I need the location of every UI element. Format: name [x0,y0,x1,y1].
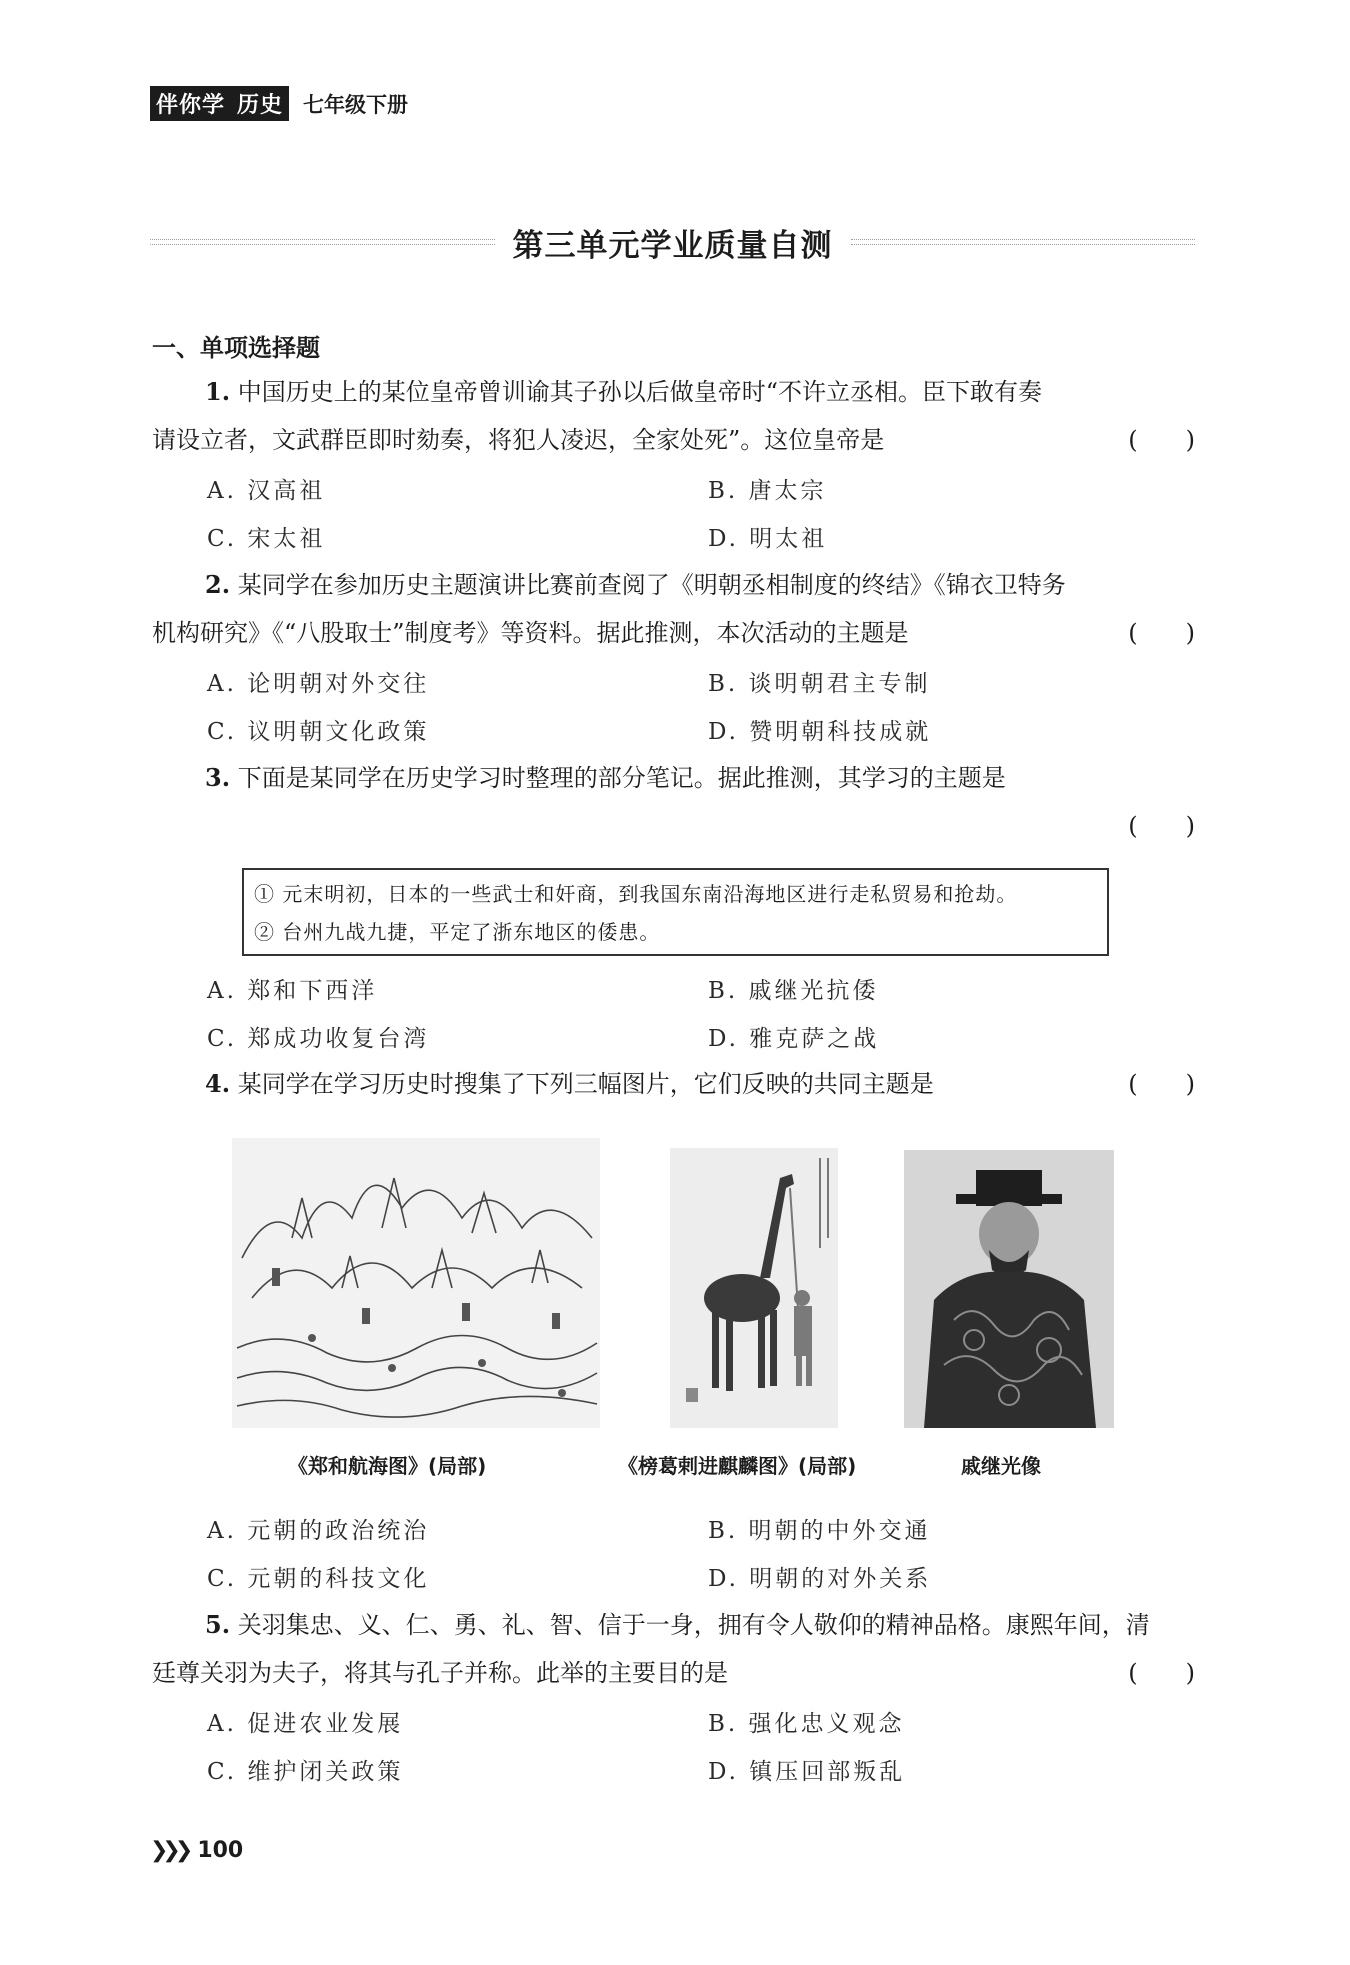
giraffe-painting-image [670,1148,838,1428]
question-text: 中国历史上的某位皇帝曾训谕其子孙以后做皇帝时“不许立丞相。臣下敢有奏 [237,378,1042,406]
note-1: ① 元末明初，日本的一些武士和奸商，到我国东南沿海地区进行走私贸易和抢劫。 [254,882,1018,906]
question-5 [152,1601,1195,1697]
unit-title-row [150,218,1195,266]
question-text: 下面是某同学在历史学习时整理的部分笔记。据此推测，其学习的主题是 [237,764,1006,792]
option-c[interactable]: C. 宋太祖 [207,526,326,552]
qi-jiguang-portrait-image [904,1150,1114,1428]
option-a[interactable]: A. 论明朝对外交往 [207,671,430,697]
option-c[interactable]: C. 郑成功收复台湾 [207,1026,430,1052]
option-d[interactable]: D. 明朝的对外关系 [708,1566,932,1592]
question-number: 1. [205,377,231,406]
section-title: 一、单项选择题 [152,334,320,362]
series-name: 伴你学 [156,93,226,118]
zheng-he-map-image [232,1138,600,1428]
answer-blank[interactable]: ( ) [1128,1659,1195,1687]
question-2 [152,561,1195,657]
title-rule-right [851,239,1196,245]
series-badge [150,86,289,121]
notes-box [242,868,1109,956]
page-footer [150,1838,243,1863]
question-number: 3. [205,763,231,792]
option-d[interactable]: D. 雅克萨之战 [708,1026,880,1052]
note-2: ② 台州九战九捷，平定了浙东地区的倭患。 [254,920,661,944]
page-number: 100 [197,1838,244,1863]
option-c[interactable]: C. 维护闭关政策 [207,1759,404,1785]
question-text: 某同学在参加历史主题演讲比赛前查阅了《明朝丞相制度的终结》《锦衣卫特务 [237,571,1066,599]
question-number: 5. [205,1610,231,1639]
image-caption-3: 戚继光像 [961,1454,1041,1478]
option-b[interactable]: B. 唐太宗 [708,478,827,504]
title-rule-left [150,239,495,245]
question-text: 请设立者，文武群臣即时劾奏，将犯人凌迟，全家处死”。这位皇帝是 [152,426,885,454]
option-b[interactable]: B. 明朝的中外交通 [708,1518,931,1544]
option-d[interactable]: D. 赞明朝科技成就 [708,719,932,745]
question-text: 关羽集忠、义、仁、勇、礼、智、信于一身，拥有令人敬仰的精神品格。康熙年间，清 [237,1611,1150,1639]
answer-blank[interactable]: ( ) [1128,1070,1195,1098]
option-b[interactable]: B. 戚继光抗倭 [708,978,879,1004]
image-caption-1: 《郑和航海图》(局部) [288,1454,487,1478]
option-b[interactable]: B. 强化忠义观念 [708,1711,905,1737]
option-c[interactable]: C. 议明朝文化政策 [207,719,430,745]
image-caption-2: 《榜葛剌进麒麟图》(局部) [618,1454,857,1478]
question-number: 4. [205,1069,231,1098]
question-text: 廷尊关羽为夫子，将其与孔子并称。此举的主要目的是 [152,1659,728,1687]
option-b[interactable]: B. 谈明朝君主专制 [708,671,931,697]
option-a[interactable]: A. 郑和下西洋 [207,978,378,1004]
question-number: 2. [205,570,231,599]
question-1 [152,368,1195,464]
grade-label: 七年级下册 [303,91,409,117]
option-a[interactable]: A. 汉高祖 [207,478,326,504]
option-a[interactable]: A. 元朝的政治统治 [207,1518,430,1544]
unit-title: 第三单元学业质量自测 [512,227,833,264]
question-3 [152,754,1195,850]
option-c[interactable]: C. 元朝的科技文化 [207,1566,430,1592]
subject-name: 历史 [237,93,284,118]
page-header [150,86,408,121]
chevron-right-icon: ❯❯❯ [150,1838,188,1863]
question-4 [152,1060,1195,1108]
option-d[interactable]: D. 明太祖 [708,526,828,552]
question-text: 某同学在学习历史时搜集了下列三幅图片，它们反映的共同主题是 [237,1070,934,1098]
question-text: 机构研究》《“八股取士”制度考》等资料。据此推测，本次活动的主题是 [152,619,909,647]
option-a[interactable]: A. 促进农业发展 [207,1711,404,1737]
answer-blank[interactable]: ( ) [1128,812,1195,840]
answer-blank[interactable]: ( ) [1128,619,1195,647]
answer-blank[interactable]: ( ) [1128,426,1195,454]
option-d[interactable]: D. 镇压回部叛乱 [708,1759,906,1785]
